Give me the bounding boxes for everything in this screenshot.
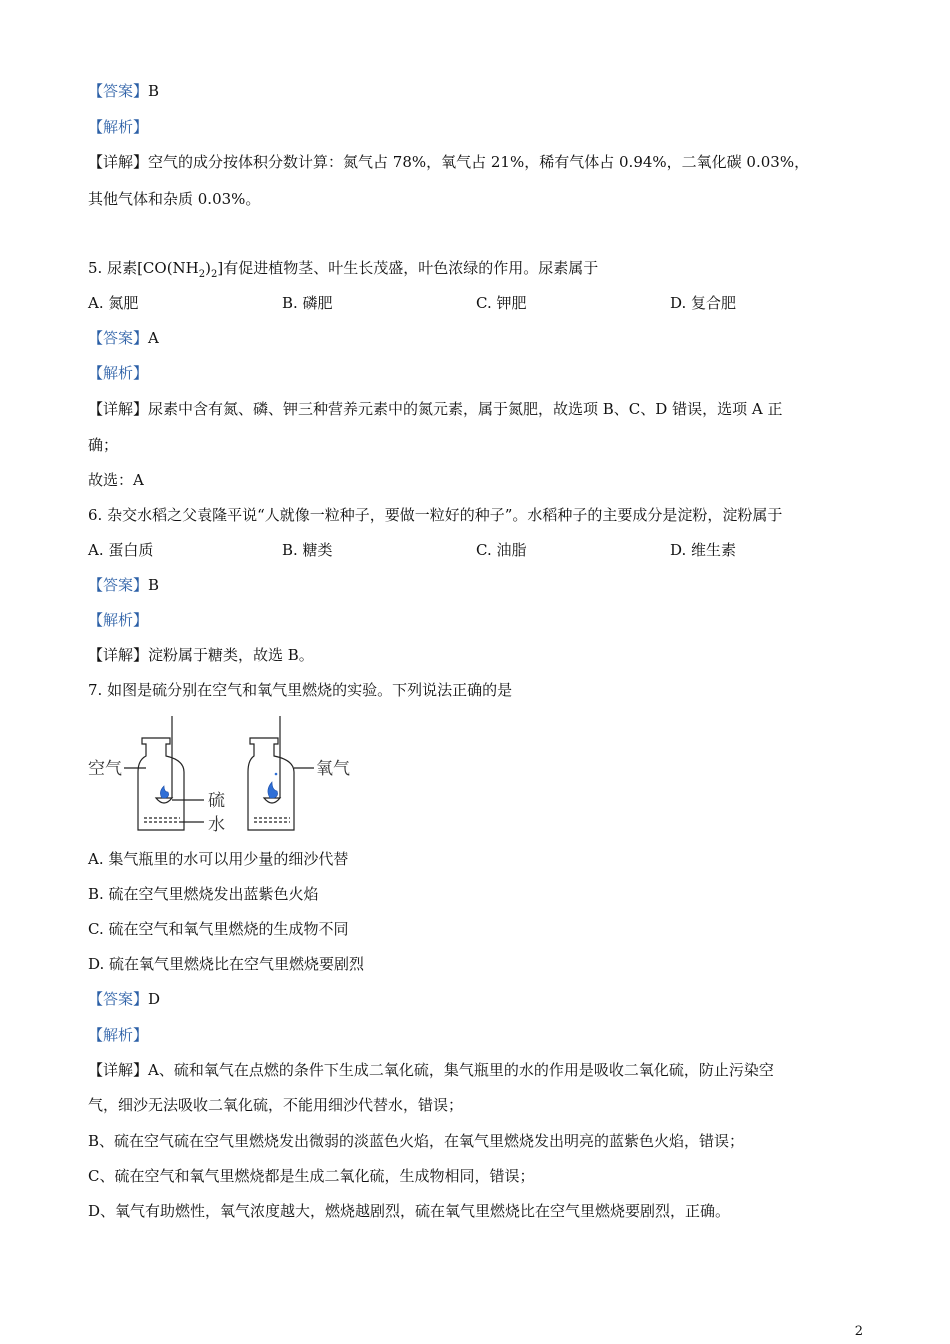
q6-option-a: A. 蛋白质 bbox=[88, 541, 154, 559]
detail-tag: 【详解】 bbox=[88, 400, 149, 418]
answer-tag: 【答案】 bbox=[88, 990, 149, 1008]
detail-tag: 【详解】 bbox=[88, 1061, 149, 1079]
q6-detail bbox=[88, 644, 314, 666]
page-number: 2 bbox=[854, 1324, 863, 1339]
oxygen-flame-icon bbox=[268, 782, 278, 798]
detail-tag: 【详解】 bbox=[88, 646, 149, 664]
q4-answer-line bbox=[88, 80, 159, 102]
q5-detail-line2: 确； bbox=[88, 436, 119, 454]
label-air: 空气 bbox=[88, 759, 122, 779]
q6-option-c: C. 油脂 bbox=[476, 541, 527, 559]
q7-detail-c: C、硫在空气和氧气里燃烧都是生成二氧化硫，生成物相同，错误； bbox=[88, 1167, 535, 1185]
detail-text: 尿素中含有氮、磷、钾三种营养元素中的氮元素，属于氮肥，故选项 B、C、D 错误，选项 A 正 bbox=[148, 400, 783, 418]
answer-value: D bbox=[148, 990, 161, 1008]
q5-stem-pre: 5. 尿素[CO(NH bbox=[88, 259, 199, 277]
spark-dot bbox=[275, 773, 278, 776]
q5-stem-sub2: 2 bbox=[211, 269, 218, 280]
q7-option-c: C. 硫在空气和氧气里燃烧的生成物不同 bbox=[88, 920, 349, 938]
sulfur-combustion-diagram bbox=[88, 712, 368, 840]
q5-option-b: B. 磷肥 bbox=[282, 294, 333, 312]
q6-analysis-tag: 【解析】 bbox=[88, 611, 149, 629]
q5-stem bbox=[88, 257, 598, 286]
q7-detail-d: D、氧气有助燃性，氧气浓度越大，燃烧越剧烈，硫在氧气里燃烧比在空气里燃烧要剧烈，正确。 bbox=[88, 1202, 731, 1220]
answer-tag: 【答案】 bbox=[88, 82, 149, 100]
q4-detail-line2: 其他气体和杂质 0.03%。 bbox=[88, 190, 261, 208]
q5-analysis-tag: 【解析】 bbox=[88, 364, 149, 382]
q5-option-a: A. 氮肥 bbox=[88, 294, 139, 312]
q5-detail-line1 bbox=[88, 398, 782, 420]
answer-tag: 【答案】 bbox=[88, 329, 149, 347]
q7-analysis-tag: 【解析】 bbox=[88, 1026, 149, 1044]
q7-detail-b: B、硫在空气硫在空气里燃烧发出微弱的淡蓝色火焰，在氧气里燃烧发出明亮的蓝紫色火焰，错误； bbox=[88, 1132, 745, 1150]
answer-tag: 【答案】 bbox=[88, 576, 149, 594]
q5-stem-post: ]有促进植物茎、叶生长茂盛，叶色浓绿的作用。尿素属于 bbox=[217, 259, 599, 277]
detail-text: A、硫和氧气在点燃的条件下生成二氧化硫，集气瓶里的水的作用是吸收二氧化硫，防止污染空 bbox=[148, 1061, 774, 1079]
q6-answer-line bbox=[88, 574, 159, 596]
q5-conclusion: 故选：A bbox=[88, 471, 144, 489]
q7-stem: 7. 如图是硫分别在空气和氧气里燃烧的实验。下列说法正确的是 bbox=[88, 681, 513, 699]
q7-option-d: D. 硫在氧气里燃烧比在空气里燃烧要剧烈 bbox=[88, 955, 365, 973]
detail-text: 空气的成分按体积分数计算：氮气占 78%，氧气占 21%，稀有气体占 0.94%，二氧化碳 0.03%， bbox=[148, 153, 810, 171]
label-sulfur: 硫 bbox=[208, 791, 225, 811]
q7-option-a: A. 集气瓶里的水可以用少量的细沙代替 bbox=[88, 850, 349, 868]
answer-value: B bbox=[148, 82, 160, 100]
q7-detail-a2: 气，细沙无法吸收二氧化硫，不能用细沙代替水，错误； bbox=[88, 1096, 464, 1114]
q6-stem: 6. 杂交水稻之父袁隆平说“人就像一粒种子，要做一粒好的种子”。水稻种子的主要成分是淀粉，淀粉属于 bbox=[88, 506, 783, 524]
q4-detail-line1 bbox=[88, 151, 809, 173]
q6-option-b: B. 糖类 bbox=[282, 541, 333, 559]
q5-answer-line bbox=[88, 327, 159, 349]
q5-stem-mid: ) bbox=[205, 259, 211, 277]
detail-text: 淀粉属于糖类，故选 B。 bbox=[148, 646, 314, 664]
q6-option-d: D. 维生素 bbox=[670, 541, 737, 559]
q7-detail-a1 bbox=[88, 1059, 774, 1081]
q5-option-d: D. 复合肥 bbox=[670, 294, 737, 312]
answer-value: A bbox=[148, 329, 159, 347]
q7-option-b: B. 硫在空气里燃烧发出蓝紫色火焰 bbox=[88, 885, 319, 903]
q5-option-c: C. 钾肥 bbox=[476, 294, 527, 312]
air-flame-icon bbox=[160, 786, 168, 798]
q4-analysis-tag: 【解析】 bbox=[88, 118, 149, 136]
q7-answer-line bbox=[88, 988, 160, 1010]
answer-value: B bbox=[148, 576, 160, 594]
detail-tag: 【详解】 bbox=[88, 153, 149, 171]
label-oxygen: 氧气 bbox=[316, 759, 350, 779]
label-water: 水 bbox=[208, 815, 225, 835]
q5-stem-sub1: 2 bbox=[198, 269, 206, 280]
